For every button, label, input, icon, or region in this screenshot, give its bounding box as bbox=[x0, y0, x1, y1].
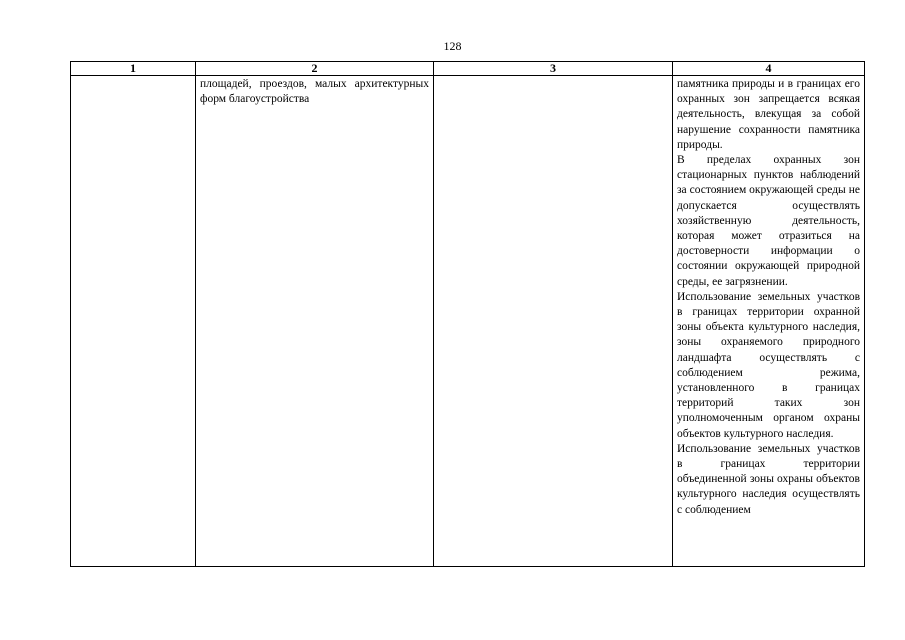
page-number: 128 bbox=[443, 39, 462, 53]
cell-col-4-paragraph-2: В пределах охранных зон стационарных пунктов наблюдений за состоянием окружающей среды не допускается осуществлять хозяйственную деятельность, которая может отразиться на достоверности информации о состоянии окружающей природной среды, ее загрязнении. bbox=[677, 154, 860, 288]
cell-col-3-text bbox=[434, 76, 672, 77]
cell-col-3 bbox=[434, 76, 673, 567]
cell-col-4-paragraph-3: Использование земельных участков в границах территории охранной зоны объекта культурного наследия, зоны охраняемого природного ландшафта осуществлять с соблюдением режима, установленного в границах территорий таких зон уполномоченным органом охраны объектов культурного наследия. bbox=[677, 290, 860, 440]
cell-col-1 bbox=[71, 76, 196, 567]
cell-col-4-paragraph-1: памятника природы и в границах его охранных зон запрещается всякая деятельность, влекущая за собой нарушение сохранности памятника природы. bbox=[677, 78, 860, 151]
cell-col-4-paragraph-4: Использование земельных участков в границах территории объединенной зоны охраны объектов культурного наследия осуществлять с соблюдением bbox=[677, 442, 860, 516]
header-col-4: 4 bbox=[673, 62, 865, 76]
cell-col-1-text bbox=[71, 76, 195, 77]
cell-col-4 bbox=[673, 76, 865, 567]
document-table bbox=[70, 61, 865, 567]
cell-col-2-text: площадей, проездов, малых архитектурных форм благоустройства bbox=[200, 78, 429, 106]
table-row bbox=[71, 76, 865, 567]
header-col-1: 1 bbox=[71, 62, 196, 76]
header-col-3: 3 bbox=[434, 62, 673, 76]
cell-col-2 bbox=[196, 76, 434, 567]
table-header-row bbox=[71, 62, 865, 76]
header-col-2: 2 bbox=[196, 62, 434, 76]
